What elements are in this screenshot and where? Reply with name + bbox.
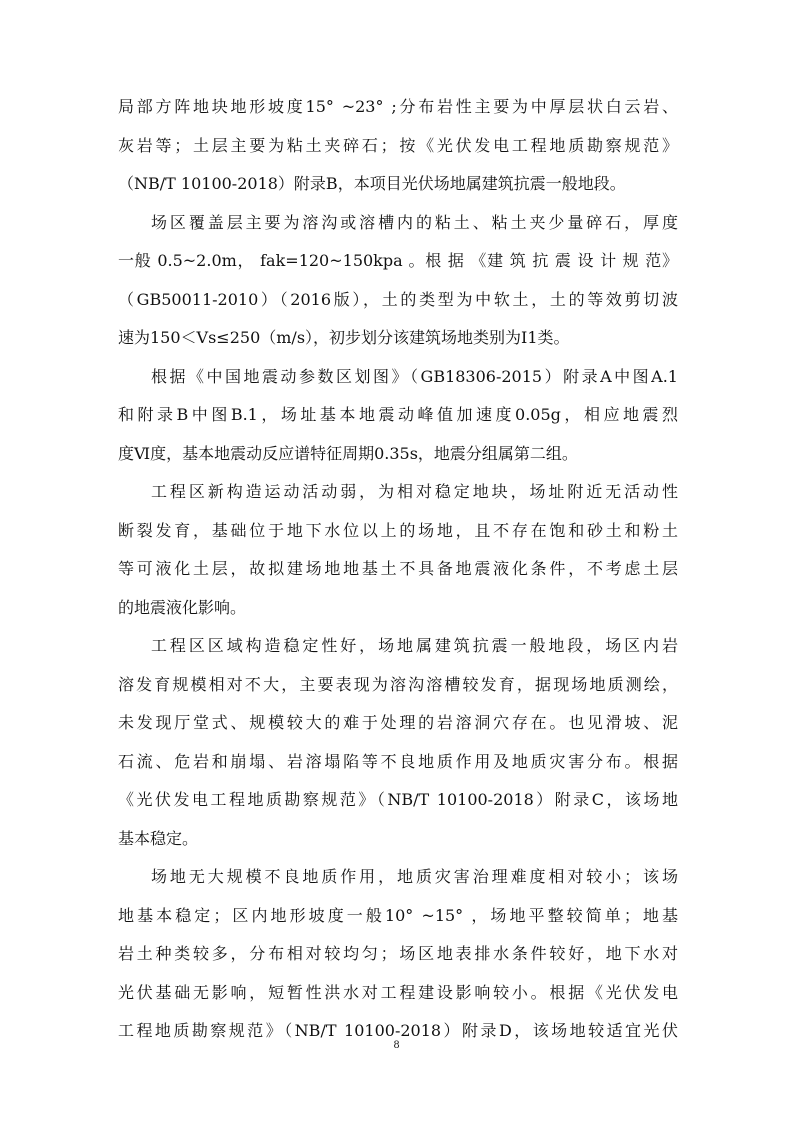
text-line: 工程地质勘察规范》（NB/T 10100-2018）附录D，该场地较适宜光伏 — [118, 1021, 678, 1040]
text-line: （NB/T 10100-2018）附录B，本项目光伏场地属建筑抗震一般地段。 — [118, 174, 626, 193]
body-text — [118, 92, 678, 1055]
text-line: 地基本稳定；区内地形坡度一般10° ~15° ，场地平整较简单；地基 — [118, 905, 678, 925]
text-line: 速为150＜Vs≤250（m/s），初步划分该建筑场地类别为Ⅰ1类。 — [118, 328, 570, 347]
text-line: 基本稳定。 — [118, 828, 199, 848]
text-line: 场区覆盖层主要为溶沟或溶槽内的粘土、粘土夹少量碎石，厚度 — [151, 212, 678, 232]
text-line: 一般 0.5~2.0m， fak=120~150kpa 。根 据 《建 筑 抗 震 设 计 规 范》 — [118, 251, 678, 270]
text-line: 工程区新构造运动活动弱，为相对稳定地块，场址附近无活动性 — [151, 482, 678, 501]
text-line: 和附录B中图B.1，场址基本地震动峰值加速度0.05g，相应地震烈 — [118, 405, 678, 424]
text-line: 石流、危岩和崩塌、岩溶塌陷等不良地质作用及地质灾害分布。根据 — [118, 751, 678, 771]
text-line: （GB50011-2010）（2016版），土的类型为中软土，土的等效剪切波 — [118, 289, 678, 309]
page-number: 8 — [393, 1040, 400, 1051]
text-line: 《光伏发电工程地质勘察规范》（NB/T 10100-2018）附录C，该场地 — [118, 790, 678, 809]
text-line: 溶发育规模相对不大，主要表现为溶沟溶槽较发育，据现场地质测绘， — [118, 674, 678, 694]
text-line: 根据《中国地震动参数区划图》（GB18306-2015）附录A中图A.1 — [151, 366, 678, 386]
text-line: 光伏基础无影响，短暂性洪水对工程建设影响较小。根据《光伏发电 — [118, 982, 678, 1002]
text-line: 岩土种类较多，分布相对较均匀；场区地表排水条件较好，地下水对 — [118, 944, 678, 963]
text-line: 未发现厅堂式、规模较大的难于处理的岩溶洞穴存在。也见滑坡、泥 — [118, 713, 678, 732]
text-line: 的地震液化影响。 — [118, 597, 247, 617]
text-line: 断裂发育，基础位于地下水位以上的场地，且不存在饱和砂土和粉土 — [118, 520, 678, 540]
text-line: 度Ⅵ度，基本地震动反应谱特征周期0.35s，地震分组属第二组。 — [118, 443, 578, 463]
text-line: 局部方阵地块地形坡度15° ~23° ;分布岩性主要为中厚层状白云岩、 — [118, 97, 678, 116]
text-line: 工程区区域构造稳定性好，场地属建筑抗震一般地段，场区内岩 — [151, 636, 678, 655]
text-line: 等可液化土层，故拟建场地地基土不具备地震液化条件，不考虑土层 — [118, 559, 678, 578]
text-line: 场地无大规模不良地质作用，地质灾害治理难度相对较小；该场 — [151, 867, 678, 886]
text-line: 灰岩等；土层主要为粘土夹碎石；按《光伏发电工程地质勘察规范》 — [118, 135, 678, 155]
